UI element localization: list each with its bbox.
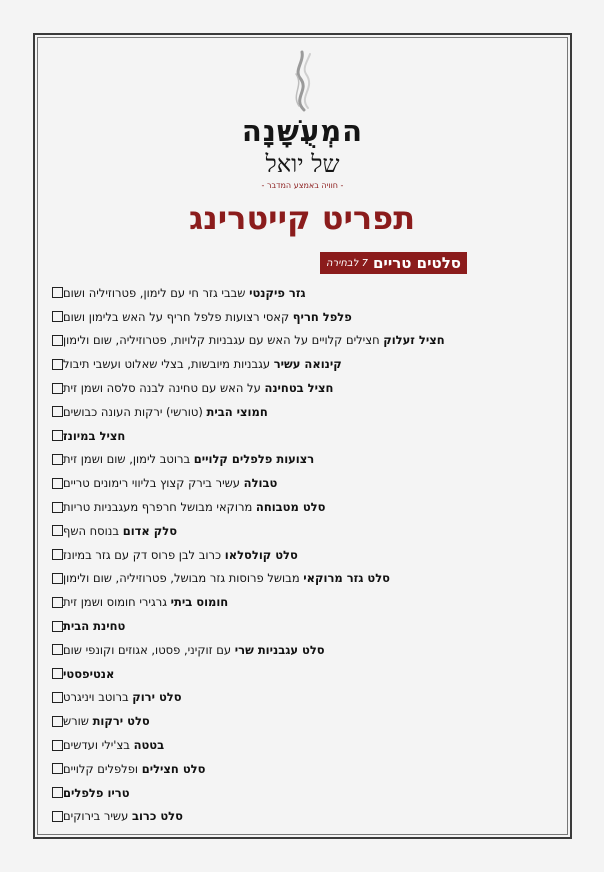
menu-item-name: גזר פיקנטי [249, 285, 306, 300]
checkbox[interactable] [52, 311, 63, 322]
checkbox[interactable] [52, 454, 63, 465]
checkbox[interactable] [52, 502, 63, 513]
menu-item [46, 614, 486, 638]
menu-item [46, 709, 486, 733]
menu-item-name: חמוצי הבית [206, 404, 268, 419]
menu-item-name: סלט ירקות [92, 714, 150, 729]
menu-item-text [63, 333, 445, 347]
checkbox[interactable] [52, 763, 63, 774]
menu-item-name: סלט ירוק [132, 690, 182, 705]
checkbox[interactable] [52, 478, 63, 489]
menu-item-name: חציל זעלוק [383, 333, 445, 348]
menu-item-desc: (טורשי) ירקות העונה כבושים [63, 404, 207, 419]
menu-item-name: אנטיפסטי [63, 666, 115, 681]
logo-title: המְעֻשָּׁנָה [241, 114, 364, 148]
menu-item [46, 733, 486, 757]
menu-item-name: קינואה עשיר [273, 357, 342, 372]
logo [235, 50, 370, 195]
smoke-icon [286, 50, 320, 112]
logo-tagline: - חוויה באמצע המדבר - [261, 181, 344, 190]
menu-item-desc: כרוב לבן פרוס דק עם גזר במיונז [63, 547, 225, 562]
checkbox[interactable] [52, 692, 63, 703]
checkbox[interactable] [52, 335, 63, 346]
menu-item-text [63, 310, 352, 324]
menu-item-name: סלט קולסלאו [224, 547, 298, 562]
menu-item [46, 376, 486, 400]
menu-item-name: חציל בטחינה [264, 381, 334, 396]
menu-item [46, 686, 486, 710]
menu-item-name: בטטה [133, 738, 165, 753]
checkbox[interactable] [52, 573, 63, 584]
menu-item [46, 590, 486, 614]
menu-item-desc: עגבניות מיובשות, בצלי שאלוט ועשבי תיבול [63, 357, 274, 372]
checkbox[interactable] [52, 525, 63, 536]
menu-item-desc: קאסי רצועות פלפל חריף על האש בלימון ושום [63, 309, 293, 324]
checkbox[interactable] [52, 716, 63, 727]
menu-item-name: סלט כרוב [131, 809, 183, 824]
menu-item [46, 805, 486, 829]
menu-item [46, 757, 486, 781]
checkbox[interactable] [52, 787, 63, 798]
section-title: סלטים טריים [372, 254, 461, 272]
page-title: תפריט קייטרינג [188, 199, 416, 237]
menu-item-desc: חצילים קלויים על האש עם עגבניות קלויות, פטרוזיליה, שום ולימון [63, 333, 384, 348]
menu-item [46, 519, 486, 543]
checkbox[interactable] [52, 644, 63, 655]
menu-item-text [63, 405, 268, 419]
menu-item-desc: ופלפלים קלויים [63, 761, 142, 776]
menu-item [46, 329, 486, 353]
menu-item-text [63, 595, 228, 609]
logo-subtitle: של יואל [265, 150, 340, 178]
checkbox[interactable] [52, 549, 63, 560]
menu-item [46, 305, 486, 329]
menu-item [46, 471, 486, 495]
menu-item-desc: על האש עם טחינה לבנה סלסה ושמן זית [63, 381, 265, 396]
menu-item-text [63, 786, 130, 800]
menu-item-text [63, 476, 277, 490]
menu-item-text [63, 524, 177, 538]
section-header [320, 252, 467, 274]
menu-item-desc: מבושל פרוסות גזר מבושל, פטרוזיליה, שום ולימון [63, 571, 304, 586]
menu-item-text [63, 738, 164, 752]
menu-item-text [63, 452, 314, 466]
menu-item-text [63, 429, 125, 443]
menu-item-name: חציל במיונז [63, 428, 126, 443]
checkbox[interactable] [52, 621, 63, 632]
menu-item-desc: ברוטב לימון, שום ושמן זית [63, 452, 194, 467]
section-note: 7 לבחירה [325, 257, 368, 269]
checkbox[interactable] [52, 287, 63, 298]
menu-item-desc: עשיר בירק קצוץ בליווי רימונים טריים [63, 476, 244, 491]
menu-item-text [63, 571, 390, 585]
checkbox[interactable] [52, 430, 63, 441]
checkbox[interactable] [52, 383, 63, 394]
menu-item-text [63, 619, 125, 633]
menu-item [46, 543, 486, 567]
menu-item-name: טבולה [243, 476, 278, 491]
menu-item [46, 495, 486, 519]
menu-item-text [63, 500, 325, 514]
menu-item [46, 567, 486, 591]
menu-item-desc: מרוקאי מבושל חרפרף מעגבניות טריות [63, 500, 256, 515]
menu-item-text [63, 286, 306, 300]
menu-item-name: סלט גזר מרוקאי [303, 571, 390, 586]
menu-item-name: רצועות פלפלים קלויים [193, 452, 315, 467]
menu-items-list [46, 281, 486, 828]
menu-item-desc: גרגירי חומוס ושמן זית [63, 595, 171, 610]
menu-item [46, 448, 486, 472]
checkbox[interactable] [52, 668, 63, 679]
menu-item-name: סלט עגבניות שרי [234, 642, 325, 657]
menu-item-text [63, 714, 150, 728]
menu-item [46, 352, 486, 376]
menu-item [46, 400, 486, 424]
menu-item-text [63, 762, 205, 776]
menu-item [46, 662, 486, 686]
checkbox[interactable] [52, 740, 63, 751]
checkbox[interactable] [52, 406, 63, 417]
menu-item-name: סלט חצילים [141, 761, 206, 776]
menu-item-desc: בנוסח השף [63, 523, 123, 538]
menu-item-text [63, 548, 298, 562]
menu-item-desc: שבבי גזר חי עם לימון, פטרוזיליה ושום [63, 285, 250, 300]
menu-item-desc: עם זוקיני, פסטו, אגוזים וקונפי שום [63, 642, 235, 657]
checkbox[interactable] [52, 597, 63, 608]
menu-item-text [63, 667, 114, 681]
menu-item [46, 424, 486, 448]
menu-item-text [63, 381, 333, 395]
menu-item [46, 281, 486, 305]
checkbox[interactable] [52, 359, 63, 370]
menu-item-name: פלפל חריף [292, 309, 352, 324]
checkbox[interactable] [52, 811, 63, 822]
menu-item-name: סלט מטבוחה [255, 500, 326, 515]
menu-item [46, 781, 486, 805]
menu-item [46, 638, 486, 662]
menu-item-desc: ברוטב ויניגרט [63, 690, 133, 705]
menu-item-name: חומוס ביתי [170, 595, 229, 610]
menu-item-desc: עשיר בירוקים [63, 809, 132, 824]
menu-item-text [63, 809, 183, 823]
menu-item-text [63, 643, 325, 657]
menu-item-name: סלק אדום [122, 523, 178, 538]
menu-item-name: טריו פלפלים [63, 785, 130, 800]
menu-item-name: טחינת הבית [63, 619, 126, 634]
menu-item-text [63, 690, 182, 704]
menu-item-desc: בצ'ילי ועדשים [63, 738, 134, 753]
menu-item-desc: שורש [63, 714, 93, 729]
menu-item-text [63, 357, 342, 371]
